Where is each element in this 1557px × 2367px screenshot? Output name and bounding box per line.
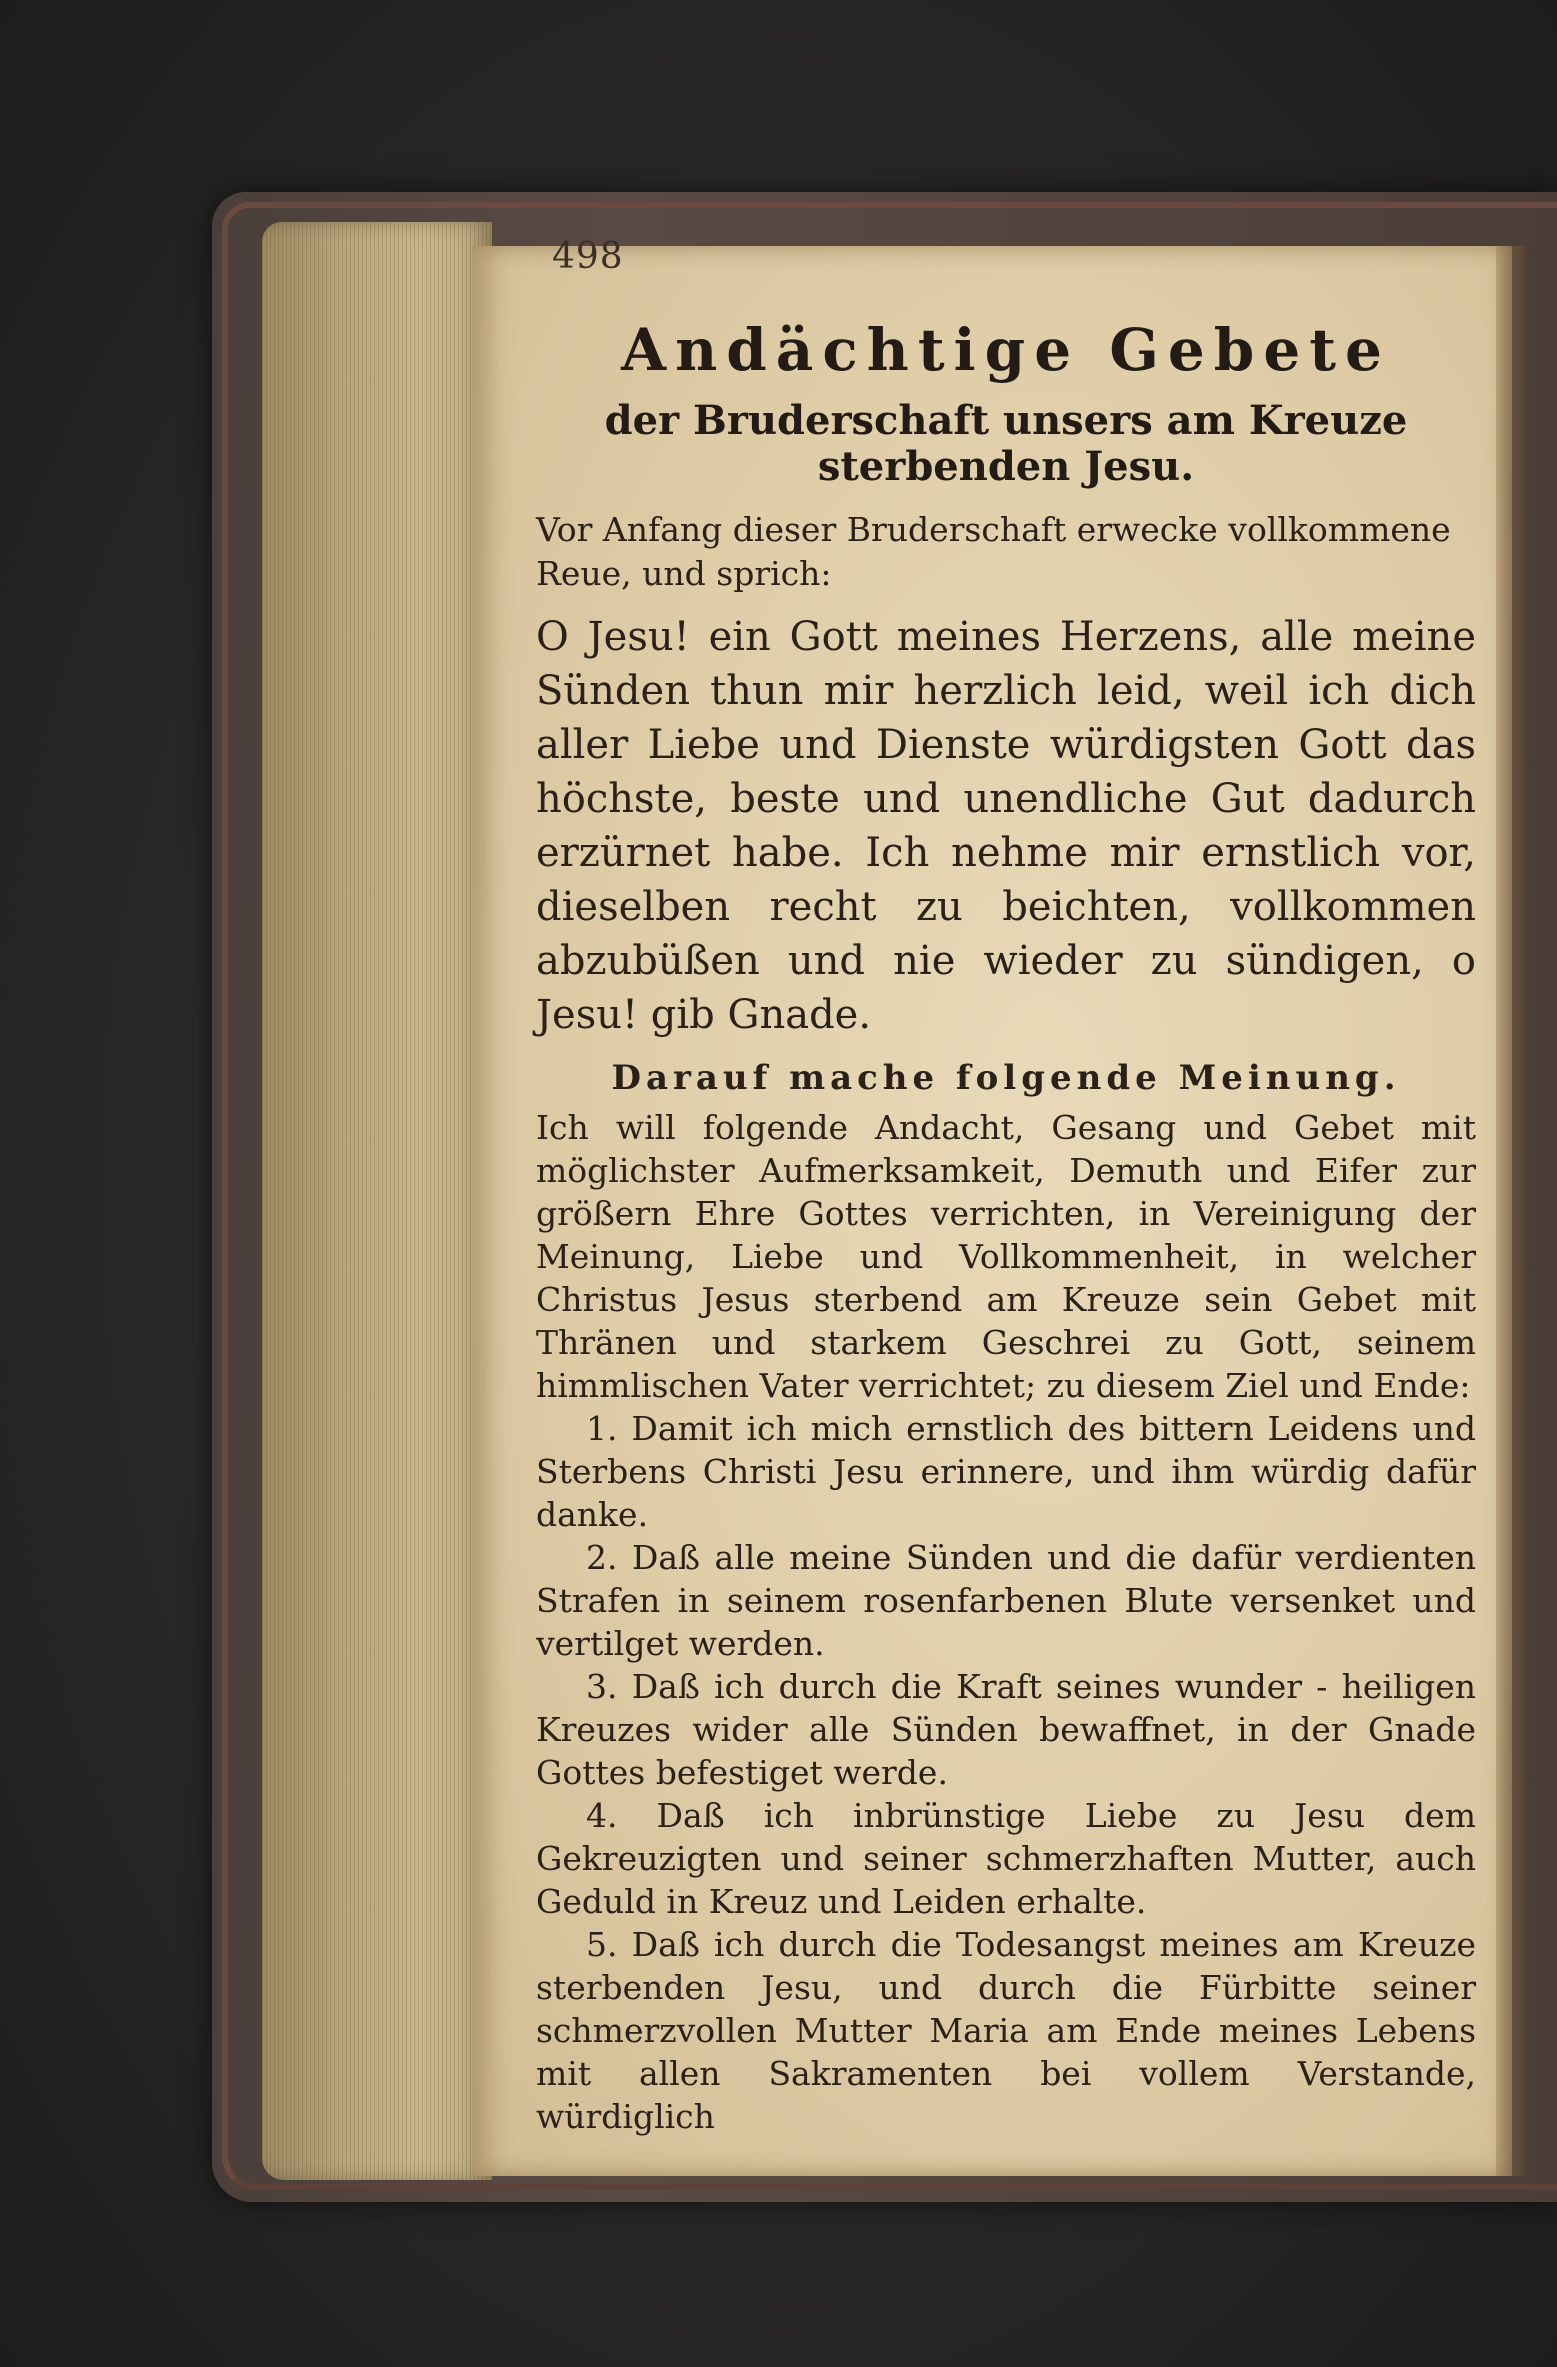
- body-paragraph: Ich will folgende Andacht, Gesang und Gebet mit möglichster Aufmerksamkeit, Demuth und Eifer zur größern Ehre Gottes verrichten, in Vereinigung der Meinung, Liebe und Vollkommenheit, in welcher Christus Jesus sterbend am Kreuze sein Gebet mit Thränen und starkem Geschrei zu Gott, seinem himmlischen Vater verrichtet; zu diesem Ziel und Ende:: [536, 1108, 1476, 1405]
- section-heading: Darauf mache folgende Meinung.: [611, 1058, 1401, 1098]
- page-number: 498: [552, 236, 624, 277]
- page-edges: [262, 222, 492, 2180]
- prayer-paragraph: O Jesu! ein Gott meines Herzens, alle meine Sünden thun mir herzlich leid, weil ich dich aller Liebe und Dienste würdigsten Gott das höchste, beste und unendliche Gut dadurch erzürnet habe. Ich nehme mir ernstlich vor, dieselben recht zu beichten, vollkommen abzubüßen und nie wieder zu sündigen, o Jesu! gib Gnade.: [536, 614, 1476, 1038]
- list-item: 1. Damit ich mich ernstlich des bittern Leidens und Sterbens Christi Jesu erinnere, und ihm würdig dafür danke.: [536, 1409, 1476, 1534]
- list-item: 4. Daß ich inbrünstige Liebe zu Jesu dem Gekreuzigten und seiner schmerzhaften Mutter, auch Geduld in Kreuz und Leiden erhalte.: [536, 1796, 1476, 1921]
- page-subtitle: der Bruderschaft unsers am Kreuze sterbenden Jesu.: [604, 397, 1408, 490]
- list-item: 2. Daß alle meine Sünden und die dafür verdienten Strafen in seinem rosenfarbenen Blute versenket und vertilget werden.: [536, 1538, 1476, 1663]
- list-item: 3. Daß ich durch die Kraft seines wunder - heiligen Kreuzes wider alle Sünden bewaffnet, in der Gnade Gottes befestiget werde.: [536, 1667, 1476, 1792]
- intro-paragraph: Vor Anfang dieser Bruderschaft erwecke vollkommene Reue, und sprich:: [536, 510, 1451, 593]
- page-content: [536, 316, 1476, 2138]
- page-title: Andächtige Gebete: [621, 316, 1391, 384]
- list-item: 5. Daß ich durch die Todesangst meines am Kreuze sterbenden Jesu, und durch die Fürbitte seiner schmerzvollen Mutter Maria am Ende meines Lebens mit allen Sakramenten bei vollem Verstande, würdiglich: [536, 1925, 1476, 2136]
- book-page: [472, 236, 1512, 2176]
